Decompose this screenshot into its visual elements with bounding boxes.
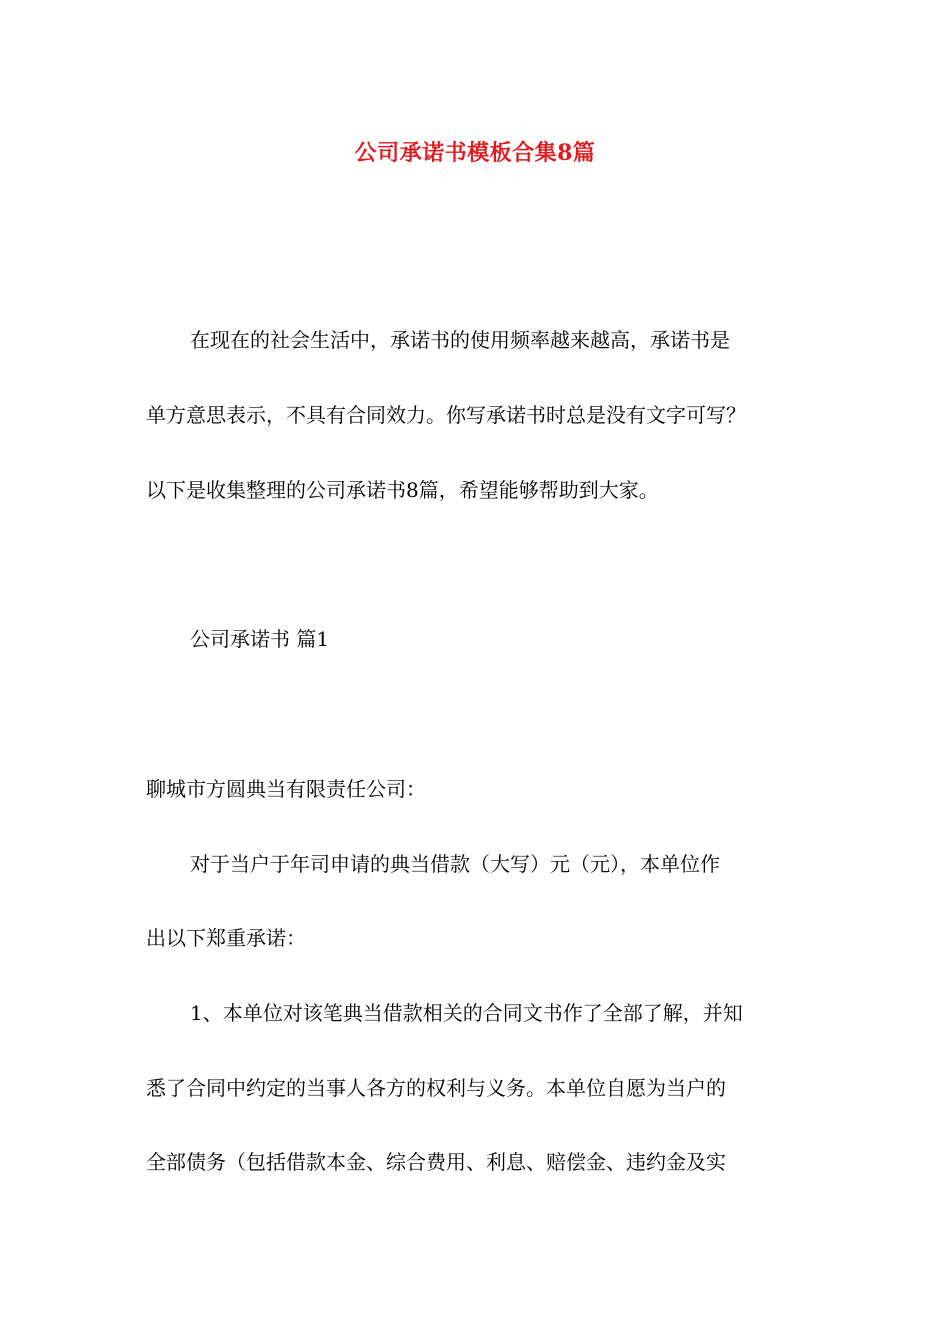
para1-line-2: 出以下郑重承诺： (146, 926, 306, 950)
para2-line-3: 全部债务（包括借款本金、综合费用、利息、赔偿金、违约金及实 (146, 1150, 726, 1174)
para1-line-1: 对于当户于年司申请的典当借款（大写）元（元），本单位作 (190, 852, 720, 876)
intro-line-1: 在现在的社会生活中，承诺书的使用频率越来越高，承诺书是 (190, 328, 730, 352)
intro-line-3: 以下是收集整理的公司承诺书8篇，希望能够帮助到大家。 (146, 478, 659, 502)
addressee: 聊城市方圆典当有限责任公司： (146, 777, 426, 801)
section-heading: 公司承诺书 篇1 (190, 627, 330, 651)
para2-line-1: 1、本单位对该笔典当借款相关的合同文书作了全部了解，并知 (190, 1001, 743, 1025)
intro-line-2: 单方意思表示，不具有合同效力。你写承诺书时总是没有文字可写？ (146, 403, 746, 427)
document-title: 公司承诺书模板合集8篇 (354, 140, 596, 166)
para2-line-2: 悉了合同中约定的当事人各方的权利与义务。本单位自愿为当户的 (146, 1076, 726, 1100)
